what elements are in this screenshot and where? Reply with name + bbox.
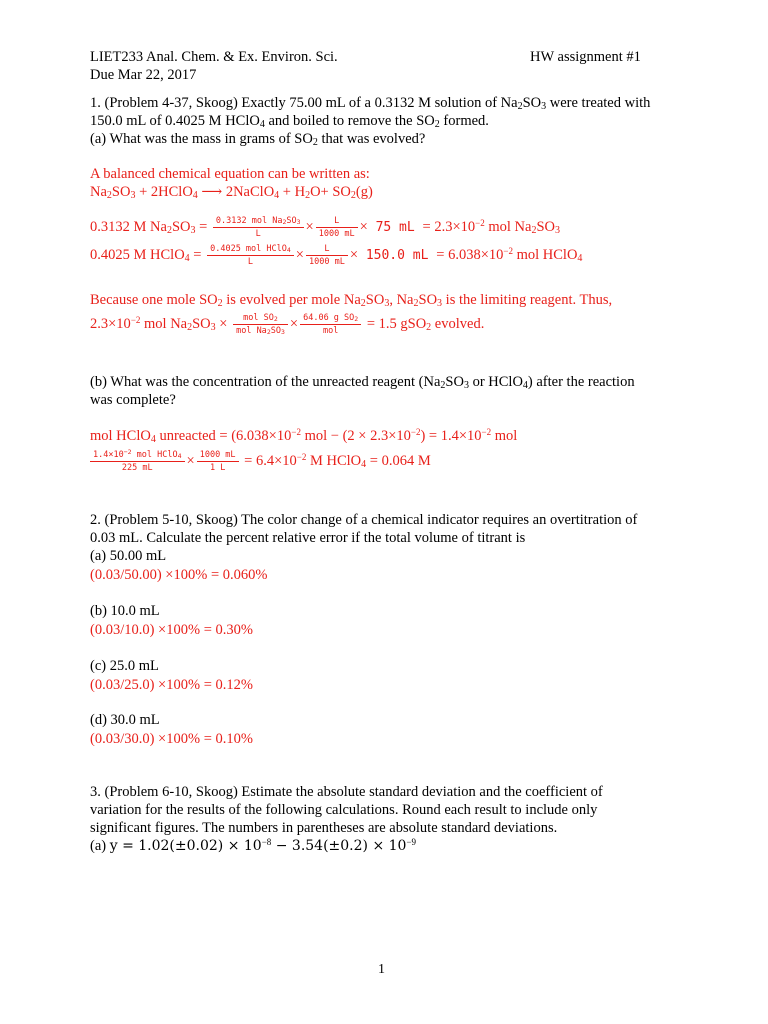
fraction: $\frac{1.4\times 10^{-2} mol HClO_4}{225 mL}$ — [90, 450, 185, 473]
q1b-question-line2: was complete? — [90, 392, 176, 408]
q2-text-line1: 2. (Problem 5-10, Skoog) The color change of a chemical indicator requires an overtitration of — [90, 512, 638, 528]
fraction: $\frac{0.4025 mol HClO_4}{L}$ — [207, 244, 294, 267]
q3-text-line2: variation for the results of the following calculations. Round each result to include only — [90, 802, 598, 818]
fraction: $\frac{L}{1000 mL}$ — [316, 216, 358, 239]
calc-so2-mass: $2.3\times 10^{-2}$ mol $Na_2SO_3$ × $\frac{mol SO_2}{mol Na_2SO_3}$ × $\frac{64.06 g SO_2}{\text{mol}}$ = 1.5 gSO$_2$ evolved. — [90, 313, 485, 336]
fraction: $\frac{0.3132 mol Na_2SO_3}{L}$ — [213, 216, 304, 239]
assignment-title: HW assignment #1 — [530, 49, 641, 65]
q3a-equation: (a) $y = 1.02(\pm 0.02) \times 10^{-8} - 3.54(\pm 0.2) \times 10^{-9}$ — [90, 837, 417, 854]
q2b-label: (b) 10.0 mL — [90, 603, 160, 619]
fraction: $\frac{mol SO_2}{mol Na_2SO_3}$ — [233, 313, 288, 336]
q2-text-line2: 0.03 mL. Calculate the percent relative error if the total volume of titrant is — [90, 530, 526, 546]
q2d-label: (d) 30.0 mL — [90, 712, 160, 728]
balanced-equation: $Na_2SO_3$ + 2HClO$_4$ ⟶ 2NaClO$_4$ + $H_2O+ SO_2(g)$ — [90, 184, 373, 201]
q2c-label: (c) 25.0 mL — [90, 658, 159, 674]
q2c-answer: (0.03/25.0) ×100% = 0.12% — [90, 677, 253, 693]
limiting-reagent-text: Because one mole $SO_2$ is evolved per mole $Na_2SO_3$, $Na_2SO_3$ is the limiting reagent. Thus, — [90, 292, 613, 309]
fraction: $\frac{64.06 g SO_2}{\text{mol}}$ — [300, 313, 361, 336]
q2a-answer: (0.03/50.00) ×100% = 0.060% — [90, 567, 268, 583]
q1a-question: (a) What was the mass in grams of $SO_2$ that was evolved? — [90, 131, 426, 148]
fraction: $\frac{1000 mL}{1 L}$ — [197, 450, 239, 473]
fraction: $\frac{L}{1000 mL}$ — [306, 244, 348, 267]
calc-na2so3-moles: 0.3132 M $Na_2SO_3$ = $\frac{0.3132 mol Na_2SO_3}{L}$ × $\frac{L}{1000 mL}$ × 75 mL = $2.3\times 10^{-2}$ mol $Na_2SO_3$ — [90, 216, 560, 239]
calc-unreacted-hclo4: mol HClO$_4$ unreacted = ($6.038\times 10^{-2}$ mol − $(2 \times 2.3\times 10^{-2}) = 1.4\times 10^{-2}$ mol — [90, 427, 518, 445]
q2a-label: (a) 50.00 mL — [90, 548, 167, 564]
course-title: LIET233 Anal. Chem. & Ex. Environ. Sci. — [90, 49, 338, 65]
calc-hclo4-concentration: $\frac{1.4\times 10^{-2} mol HClO_4}{225 mL}$ × $\frac{1000 mL}{1 L}$ = $6.4\times 10^{-2}$ M HClO$_4$ = 0.064 M — [90, 450, 431, 473]
q3-text-line3: significant figures. The numbers in parentheses are absolute standard deviations. — [90, 820, 558, 836]
q1b-question-line1: (b) What was the concentration of the unreacted reagent ($Na_2SO_3$ or HClO$_4$) after the reaction — [90, 374, 635, 391]
q2d-answer: (0.03/30.0) ×100% = 0.10% — [90, 731, 253, 747]
q1-text-line1: 1. (Problem 4-37, Skoog) Exactly 75.00 mL of a 0.3132 M solution of $Na_2SO_3$ were treated with — [90, 95, 651, 112]
q1-text-line2: 150.0 mL of 0.4025 M HClO$_4$ and boiled to remove the $SO_2$ formed. — [90, 113, 489, 130]
calc-hclo4-moles: 0.4025 M HClO$_4$ = $\frac{0.4025 mol HClO_4}{L}$ × $\frac{L}{1000 mL}$ × 150.0 mL = $6.038\times 10^{-2}$ mol HClO$_4$ — [90, 244, 583, 267]
page-number: 1 — [378, 962, 385, 977]
q3-text-line1: 3. (Problem 6-10, Skoog) Estimate the absolute standard deviation and the coefficient of — [90, 784, 603, 800]
due-date: Due Mar 22, 2017 — [90, 67, 197, 83]
balanced-intro: A balanced chemical equation can be written as: — [90, 166, 370, 182]
q2b-answer: (0.03/10.0) ×100% = 0.30% — [90, 622, 253, 638]
